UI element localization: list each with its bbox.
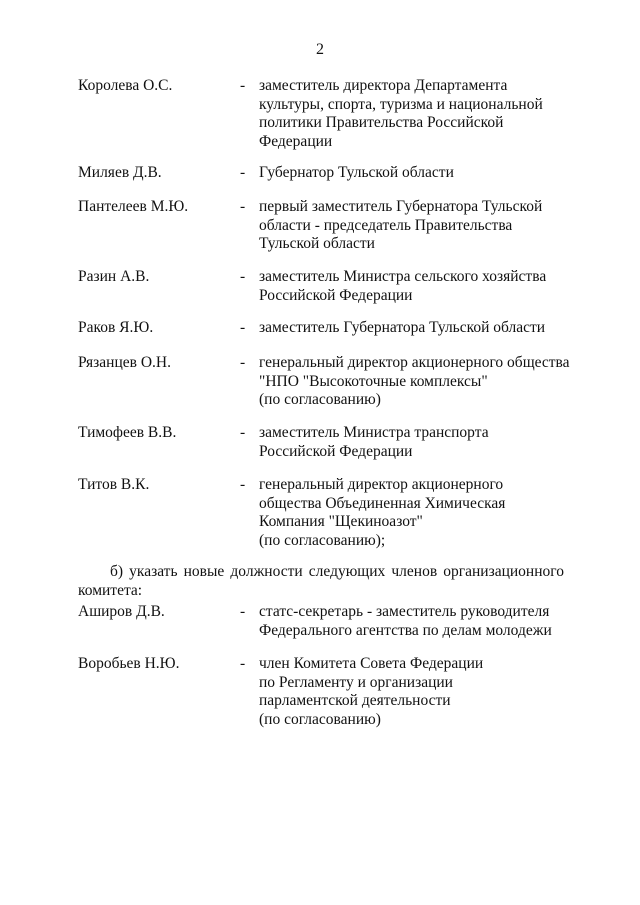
position-line: по Регламенту и организации [259, 673, 453, 691]
member-name: Миляев Д.В. [78, 164, 162, 181]
position-line: Губернатор Тульской области [259, 164, 454, 181]
position-line: парламентской деятельности [259, 692, 451, 709]
position-line: общества Объединенная Химическая [259, 494, 506, 512]
position-line: "НПО "Высокоточные комплексы" [259, 372, 488, 390]
member-name: Пантелеев М.Ю. [78, 198, 189, 215]
member-position [259, 198, 579, 254]
position-line: (по согласованию) [259, 710, 381, 728]
member-name: Воробьев Н.Ю. [78, 655, 180, 672]
dash-separator: - [240, 319, 246, 336]
member-name: Королева О.С. [78, 77, 173, 94]
position-line: политики Правительства Российской [259, 114, 504, 131]
position-line: генеральный директор акционерного общества [259, 354, 570, 371]
position-line: Российской Федерации [259, 286, 413, 304]
position-line: заместитель Министра сельского хозяйства [259, 268, 547, 285]
position-line: культуры, спорта, туризма и национальной [259, 95, 543, 113]
page-number: 2 [316, 41, 324, 58]
member-name: Рязанцев О.Н. [78, 354, 171, 371]
position-line: Федерального агентства по делам молодежи [259, 621, 552, 639]
position-line: заместитель Министра транспорта [259, 424, 489, 441]
member-position [259, 164, 579, 183]
member-position [259, 319, 579, 338]
position-line: области - председатель Правительства [259, 216, 513, 234]
position-line: член Комитета Совета Федерации [259, 655, 484, 672]
dash-separator: - [240, 198, 246, 215]
position-line: Компания "Щекиноазот" [259, 513, 423, 530]
member-name: Разин А.В. [78, 268, 150, 285]
position-line: генеральный директор акционерного [259, 476, 504, 493]
dash-separator: - [240, 476, 246, 493]
position-line: (по согласованию) [259, 391, 381, 408]
position-line: Федерации [259, 132, 333, 150]
position-line: заместитель Губернатора Тульской области [259, 319, 546, 336]
member-position [259, 603, 579, 640]
member-name: Титов В.К. [78, 476, 150, 493]
member-position [259, 655, 579, 729]
member-name: Тимофеев В.В. [78, 424, 177, 441]
dash-separator: - [240, 424, 246, 441]
dash-separator: - [240, 164, 246, 181]
member-position [259, 268, 579, 305]
dash-separator: - [240, 655, 246, 672]
member-position [259, 424, 579, 461]
paragraph-b [78, 563, 564, 600]
position-line: статс-секретарь - заместитель руководителя [259, 603, 550, 620]
position-line: Российской Федерации [259, 442, 413, 460]
dash-separator: - [240, 603, 246, 620]
member-position [259, 354, 579, 410]
position-line: первый заместитель Губернатора Тульской [259, 198, 543, 215]
member-name: Аширов Д.В. [78, 603, 165, 620]
member-name: Раков Я.Ю. [78, 319, 154, 336]
paragraph-b-line-1: б) указать новые должности следующих членов организационного [110, 563, 564, 580]
member-position [259, 476, 579, 550]
member-position [259, 77, 579, 151]
position-line: заместитель директора Департамента [259, 77, 508, 94]
position-line: Тульской области [259, 235, 375, 252]
dash-separator: - [240, 354, 246, 371]
dash-separator: - [240, 77, 246, 94]
paragraph-b-line-2: комитета: [78, 581, 143, 599]
position-line: (по согласованию); [259, 531, 386, 549]
dash-separator: - [240, 268, 246, 285]
